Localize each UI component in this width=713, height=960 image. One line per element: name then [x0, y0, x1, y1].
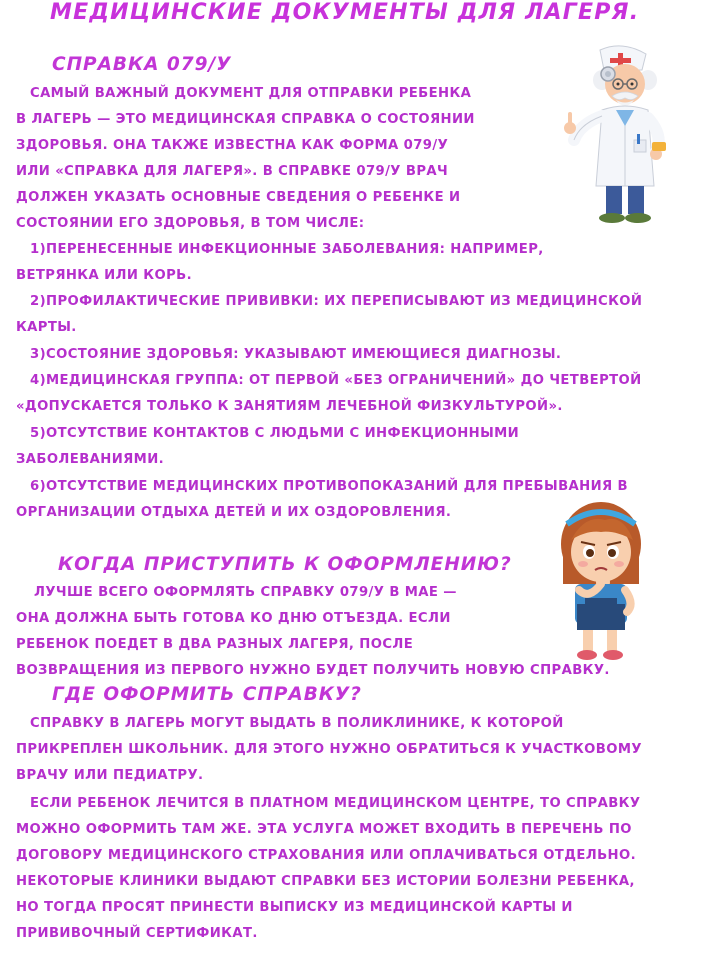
text-line: ОНА ДОЛЖНА БЫТЬ ГОТОВА КО ДНЮ ОТЪЕЗДА. ЕСЛИ	[16, 611, 451, 626]
list-item-line: 3)СОСТОЯНИЕ ЗДОРОВЬЯ: УКАЗЫВАЮТ ИМЕЮЩИЕСЯ ДИАГНОЗЫ.	[30, 347, 562, 362]
doctor-illustration	[552, 44, 682, 229]
list-item-line: 1)ПЕРЕНЕСЕННЫЕ ИНФЕКЦИОННЫЕ ЗАБОЛЕВАНИЯ: НАПРИМЕР,	[30, 242, 544, 257]
text-line: ДОГОВОРУ МЕДИЦИНСКОГО СТРАХОВАНИЯ ИЛИ ОПЛАЧИВАТЬСЯ ОТДЕЛЬНО.	[16, 848, 637, 863]
text-line: НО ТОГДА ПРОСЯТ ПРИНЕСТИ ВЫПИСКУ ИЗ МЕДИЦИНСКОЙ КАРТЫ И	[16, 900, 573, 915]
list-item-line: 5)ОТСУТСТВИЕ КОНТАКТОВ С ЛЮДЬМИ С ИНФЕКЦИОННЫМИ	[30, 426, 520, 441]
text-line: САМЫЙ ВАЖНЫЙ ДОКУМЕНТ ДЛЯ ОТПРАВКИ РЕБЕНКА	[30, 86, 472, 101]
list-item-line: КАРТЫ.	[16, 320, 77, 335]
text-line: ДОЛЖЕН УКАЗАТЬ ОСНОВНЫЕ СВЕДЕНИЯ О РЕБЕНКЕ И	[16, 190, 461, 205]
list-item-line: «ДОПУСКАЕТСЯ ТОЛЬКО К ЗАНЯТИЯМ ЛЕЧЕБНОЙ ФИЗКУЛЬТУРОЙ».	[16, 399, 563, 414]
section-heading-where: ГДЕ ОФОРМИТЬ СПРАВКУ?	[52, 684, 362, 705]
text-line: ЛУЧШЕ ВСЕГО ОФОРМЛЯТЬ СПРАВКУ 079/У В МАЕ —	[34, 585, 457, 600]
page-title: МЕДИЦИНСКИЕ ДОКУМЕНТЫ ДЛЯ ЛАГЕРЯ.	[50, 0, 640, 25]
text-line: ВРАЧУ ИЛИ ПЕДИАТРУ.	[16, 768, 204, 783]
list-item-line: ВЕТРЯНКА ИЛИ КОРЬ.	[16, 268, 193, 283]
thinking-girl-illustration	[545, 500, 655, 665]
list-item-line: 4)МЕДИЦИНСКАЯ ГРУППА: ОТ ПЕРВОЙ «БЕЗ ОГРАНИЧЕНИЙ» ДО ЧЕТВЕРТОЙ	[30, 373, 642, 388]
list-item-line: ЗАБОЛЕВАНИЯМИ.	[16, 452, 165, 467]
text-line: ИЛИ «СПРАВКА ДЛЯ ЛАГЕРЯ». В СПРАВКЕ 079/У ВРАЧ	[16, 164, 449, 179]
list-item-line: 2)ПРОФИЛАКТИЧЕСКИЕ ПРИВИВКИ: ИХ ПЕРЕПИСЫВАЮТ ИЗ МЕДИЦИНСКОЙ	[30, 294, 643, 309]
text-line: ЗДОРОВЬЯ. ОНА ТАКЖЕ ИЗВЕСТНА КАК ФОРМА 079/У	[16, 138, 449, 153]
text-line: ПРИВИВОЧНЫЙ СЕРТИФИКАТ.	[16, 926, 258, 941]
text-line: МОЖНО ОФОРМИТЬ ТАМ ЖЕ. ЭТА УСЛУГА МОЖЕТ ВХОДИТЬ В ПЕРЕЧЕНЬ ПО	[16, 822, 632, 837]
section-heading-when: КОГДА ПРИСТУПИТЬ К ОФОРМЛЕНИЮ?	[58, 554, 512, 575]
list-item-line: ОРГАНИЗАЦИИ ОТДЫХА ДЕТЕЙ И ИХ ОЗДОРОВЛЕНИЯ.	[16, 505, 452, 520]
text-line: СПРАВКУ В ЛАГЕРЬ МОГУТ ВЫДАТЬ В ПОЛИКЛИНИКЕ, К КОТОРОЙ	[30, 716, 564, 731]
text-line: СОСТОЯНИИ ЕГО ЗДОРОВЬЯ, В ТОМ ЧИСЛЕ:	[16, 216, 365, 231]
text-line: НЕКОТОРЫЕ КЛИНИКИ ВЫДАЮТ СПРАВКИ БЕЗ ИСТОРИИ БОЛЕЗНИ РЕБЕНКА,	[16, 874, 635, 889]
text-line: ВОЗВРАЩЕНИЯ ИЗ ПЕРВОГО НУЖНО БУДЕТ ПОЛУЧИТЬ НОВУЮ СПРАВКУ.	[16, 663, 610, 678]
text-line: РЕБЕНОК ПОЕДЕТ В ДВА РАЗНЫХ ЛАГЕРЯ, ПОСЛЕ	[16, 637, 414, 652]
text-line: В ЛАГЕРЬ — ЭТО МЕДИЦИНСКАЯ СПРАВКА О СОСТОЯНИИ	[16, 112, 475, 127]
section-heading-certificate: СПРАВКА 079/У	[52, 54, 232, 75]
list-item-line: 6)ОТСУТСТВИЕ МЕДИЦИНСКИХ ПРОТИВОПОКАЗАНИЙ ДЛЯ ПРЕБЫВАНИЯ В	[30, 479, 629, 494]
text-line: ЕСЛИ РЕБЕНОК ЛЕЧИТСЯ В ПЛАТНОМ МЕДИЦИНСКОМ ЦЕНТРЕ, ТО СПРАВКУ	[30, 796, 641, 811]
text-line: ПРИКРЕПЛЕН ШКОЛЬНИК. ДЛЯ ЭТОГО НУЖНО ОБРАТИТЬСЯ К УЧАСТКОВОМУ	[16, 742, 642, 757]
